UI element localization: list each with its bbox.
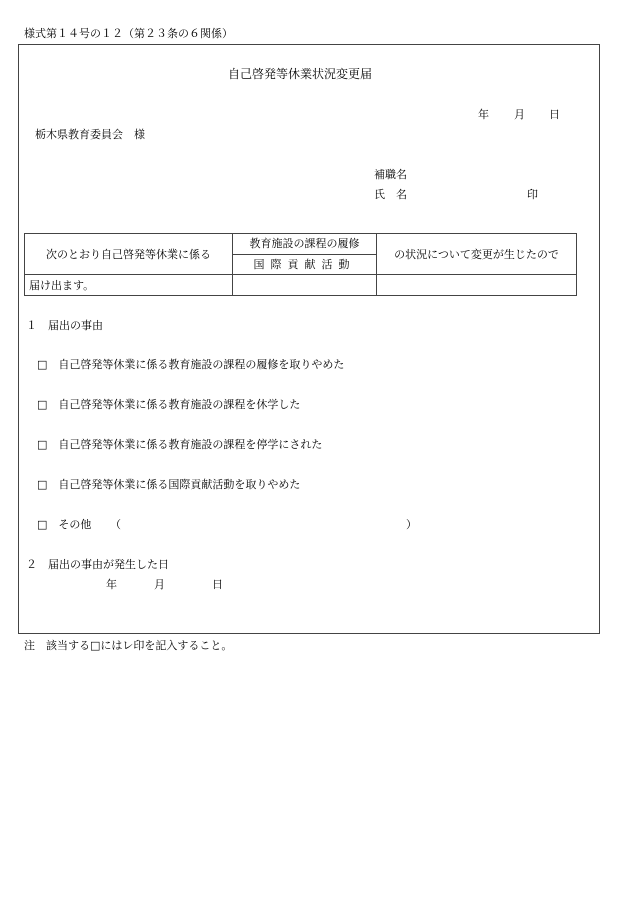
footer-note: 注 該当する□にはレ印を記入すること。 — [24, 639, 233, 652]
option-course-cell[interactable]: 教育施設の課程の履修 — [233, 234, 377, 255]
statement-trail: の状況について変更が生じたので — [377, 234, 577, 275]
reason-option-1[interactable]: □ 自己啓発等休業に係る教育施設の課程の履修を取りやめた — [37, 358, 345, 371]
occurrence-day-label: 日 — [212, 578, 223, 591]
date-day-label: 日 — [549, 108, 560, 121]
statement-lead: 次のとおり自己啓発等休業に係る — [25, 234, 233, 275]
seal-mark: 印 — [527, 188, 538, 201]
statement-row2-lead: 届け出ます。 — [25, 275, 233, 296]
occurrence-year-label: 年 — [106, 578, 117, 591]
section2-heading: ２ 届出の事由が発生した日 — [26, 558, 169, 571]
other-close-paren: ） — [406, 518, 417, 531]
statement-table — [24, 233, 577, 296]
occurrence-month-label: 月 — [154, 578, 165, 591]
reason-option-3[interactable]: □ 自己啓発等休業に係る教育施設の課程を停学にされた — [37, 438, 323, 451]
position-label: 補職名 — [374, 168, 407, 181]
form-number: 様式第１４号の１２（第２３条の６関係） — [24, 27, 233, 40]
form-title: 自己啓発等休業状況変更届 — [228, 67, 373, 81]
other-open-paren: （ — [110, 518, 121, 531]
reason-option-4[interactable]: □ 自己啓発等休業に係る国際貢献活動を取りやめた — [37, 478, 301, 491]
statement-row2-trail — [377, 275, 577, 296]
date-year-label: 年 — [478, 108, 489, 121]
statement-row2-mid — [233, 275, 377, 296]
name-label: 氏 名 — [374, 188, 407, 201]
reason-option-other[interactable]: □ その他 — [37, 518, 92, 531]
option-intl-cell[interactable]: 国際貢献活動 — [233, 254, 377, 275]
reason-option-2[interactable]: □ 自己啓発等休業に係る教育施設の課程を休学した — [37, 398, 301, 411]
recipient: 栃木県教育委員会 様 — [35, 128, 145, 141]
section1-heading: １ 届出の事由 — [26, 319, 103, 332]
date-month-label: 月 — [514, 108, 525, 121]
